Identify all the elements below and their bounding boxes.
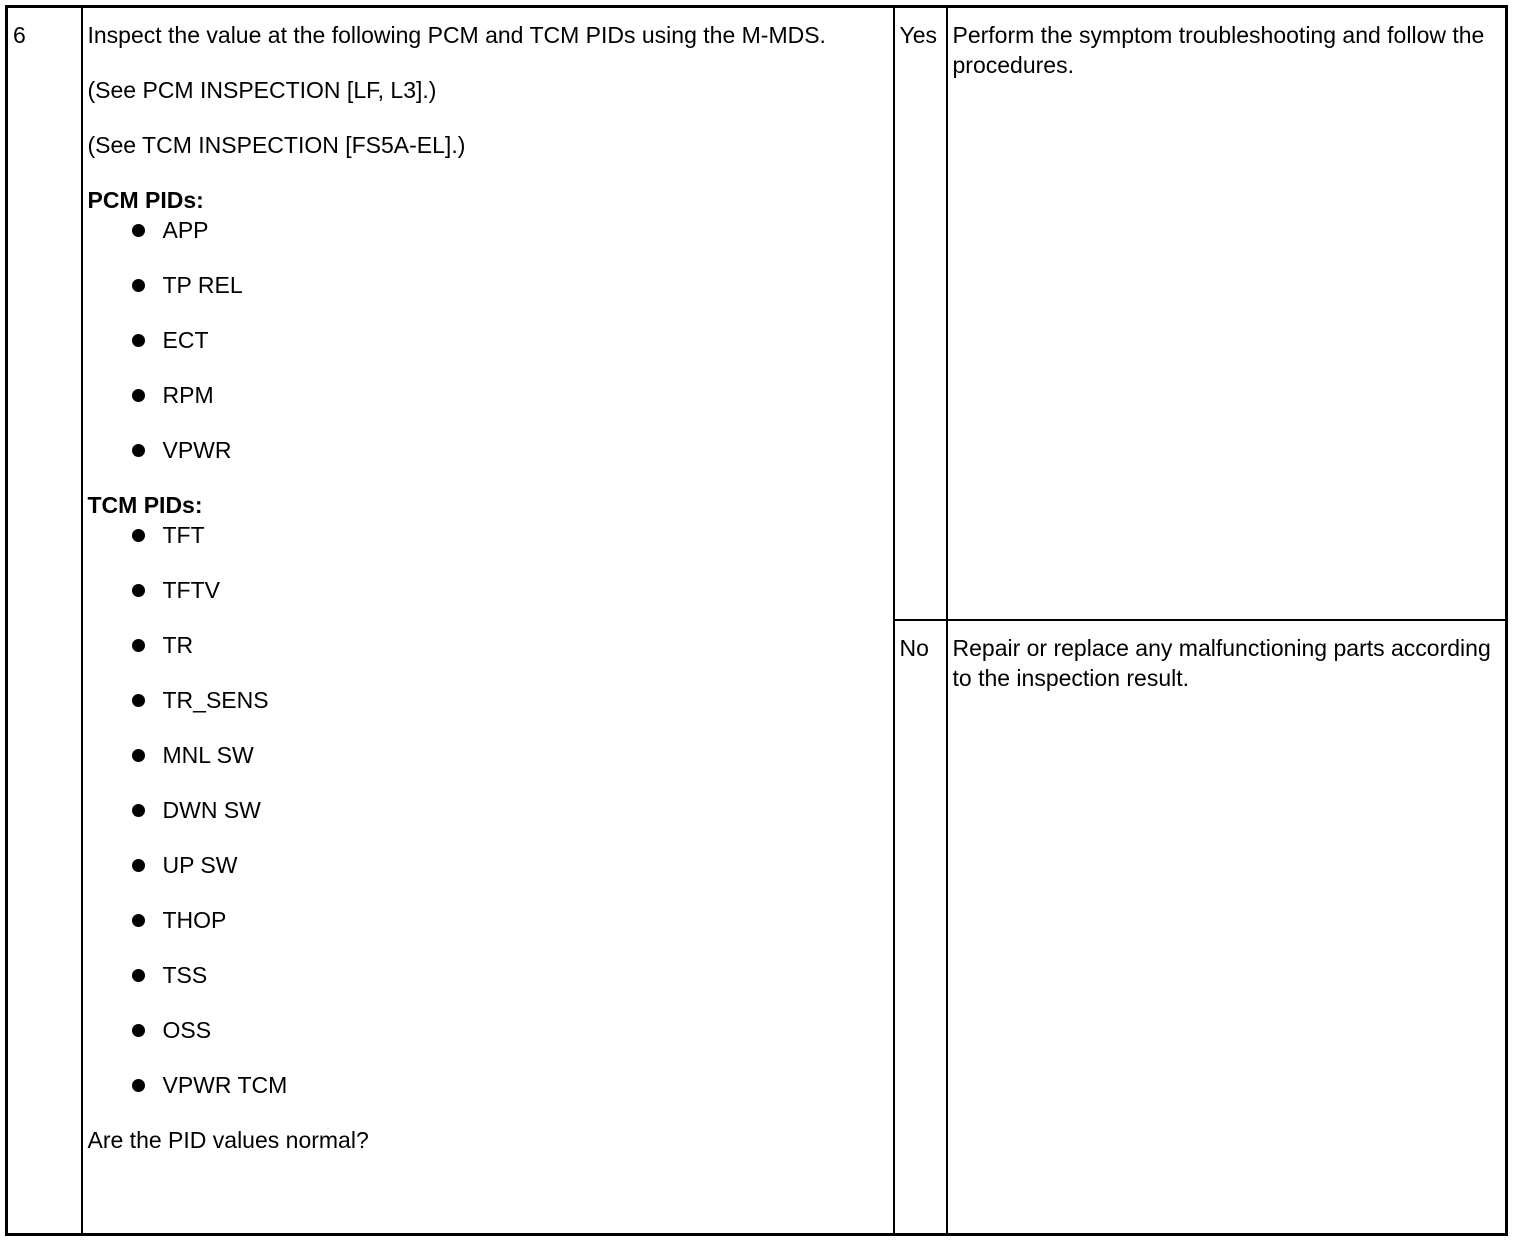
tcm-pids-heading: TCM PIDs: xyxy=(87,492,203,518)
bullet-icon xyxy=(132,1024,145,1037)
list-item xyxy=(88,630,893,660)
step-intro: Inspect the value at the following PCM and TCM PIDs using the M-MDS. xyxy=(87,22,826,48)
yes-label: Yes xyxy=(899,22,938,48)
list-item xyxy=(88,325,893,355)
pid-label: UP SW xyxy=(162,852,238,878)
bullet-icon xyxy=(132,639,145,652)
table-row xyxy=(7,7,1507,621)
bullet-icon xyxy=(132,1079,145,1092)
list-item xyxy=(88,795,893,825)
pid-label: VPWR xyxy=(162,437,232,463)
no-result-cell xyxy=(894,620,947,1235)
step-number: 6 xyxy=(13,22,26,48)
yes-action-cell xyxy=(947,7,1507,621)
bullet-icon xyxy=(132,224,145,237)
bullet-icon xyxy=(132,804,145,817)
step-question: Are the PID values normal? xyxy=(87,1127,369,1153)
pid-label: RPM xyxy=(162,382,214,408)
pid-label: ECT xyxy=(162,327,209,353)
tcm-inspection-reference: (See TCM INSPECTION [FS5A-EL].) xyxy=(87,132,466,158)
pcm-inspection-reference: (See PCM INSPECTION [LF, L3].) xyxy=(87,77,437,103)
list-item xyxy=(88,575,893,605)
procedure-table xyxy=(5,5,1508,1236)
bullet-icon xyxy=(132,859,145,872)
pid-label: TP REL xyxy=(162,272,243,298)
list-item xyxy=(88,740,893,770)
bullet-icon xyxy=(132,389,145,402)
yes-action-text: Perform the symptom troubleshooting and follow the procedures. xyxy=(952,22,1485,78)
pid-label: MNL SW xyxy=(162,742,254,768)
list-item xyxy=(88,270,893,300)
list-item xyxy=(88,1015,893,1045)
pid-label: TFTV xyxy=(162,577,220,603)
bullet-icon xyxy=(132,749,145,762)
bullet-icon xyxy=(132,279,145,292)
step-number-cell xyxy=(7,7,82,1235)
pid-label: OSS xyxy=(162,1017,212,1043)
pid-label: THOP xyxy=(162,907,227,933)
pid-label: TFT xyxy=(162,522,205,548)
action-cell xyxy=(82,7,894,1235)
list-item xyxy=(88,850,893,880)
list-item xyxy=(88,685,893,715)
pid-label: TSS xyxy=(162,962,208,988)
yes-result-cell xyxy=(894,7,947,621)
no-action-cell xyxy=(947,620,1507,1235)
bullet-icon xyxy=(132,969,145,982)
pcm-pid-list xyxy=(88,215,893,465)
pid-label: VPWR TCM xyxy=(162,1072,288,1098)
pid-label: TR_SENS xyxy=(162,687,269,713)
bullet-icon xyxy=(132,529,145,542)
list-item xyxy=(88,215,893,245)
list-item xyxy=(88,520,893,550)
bullet-icon xyxy=(132,444,145,457)
no-label: No xyxy=(899,635,929,661)
list-item xyxy=(88,1070,893,1100)
bullet-icon xyxy=(132,334,145,347)
pid-label: APP xyxy=(162,217,209,243)
no-action-text: Repair or replace any malfunctioning parts according to the inspection result. xyxy=(952,635,1491,691)
list-item xyxy=(88,380,893,410)
bullet-icon xyxy=(132,694,145,707)
bullet-icon xyxy=(132,584,145,597)
list-item xyxy=(88,435,893,465)
pid-label: TR xyxy=(162,632,194,658)
list-item xyxy=(88,905,893,935)
bullet-icon xyxy=(132,914,145,927)
tcm-pid-list xyxy=(88,520,893,1100)
pid-label: DWN SW xyxy=(162,797,261,823)
pcm-pids-heading: PCM PIDs: xyxy=(87,187,204,213)
list-item xyxy=(88,960,893,990)
